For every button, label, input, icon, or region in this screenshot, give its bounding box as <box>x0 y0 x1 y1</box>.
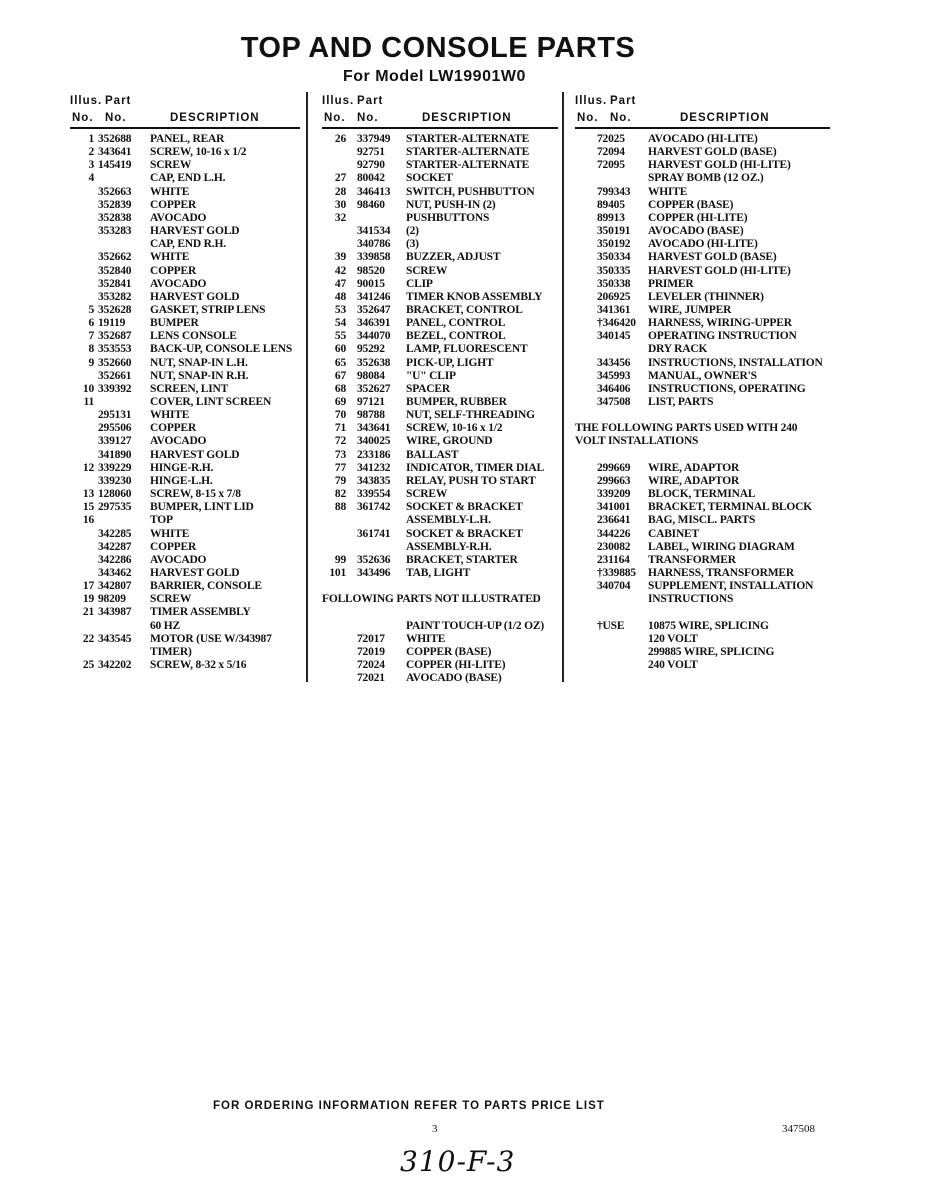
part-description: SCREEN, LINT <box>150 382 229 395</box>
part-number: 339858 <box>357 251 391 264</box>
illus-number: 53 <box>334 303 346 316</box>
illus-number: 3 <box>88 159 94 172</box>
part-description: PANEL, CONTROL <box>406 317 506 330</box>
part-number: 341361 <box>597 303 631 316</box>
part-description: "U" CLIP <box>406 369 456 382</box>
illus-number: 10 <box>82 382 94 395</box>
header-description: DESCRIPTION <box>680 112 770 124</box>
part-description: 240 VOLT <box>648 659 698 671</box>
illus-number: 25 <box>82 659 94 671</box>
part-number: 295506 <box>98 422 132 435</box>
illus-number: 27 <box>334 172 346 185</box>
part-description: LIST, PARTS <box>648 396 714 408</box>
part-description: INSTRUCTIONS <box>648 593 734 606</box>
part-description: ASSEMBLY-L.H. <box>406 514 491 527</box>
part-number: 344226 <box>597 527 631 540</box>
part-description: WIRE, ADAPTOR <box>648 474 740 487</box>
note-text: VOLT INSTALLATIONS <box>575 435 699 448</box>
part-description: COPPER <box>150 540 197 553</box>
part-number: †USE <box>597 619 625 632</box>
illus-number: 4 <box>88 172 94 185</box>
part-description: CLIP <box>406 277 433 290</box>
illus-number: 88 <box>334 501 346 514</box>
part-description: 120 VOLT <box>648 632 698 645</box>
illus-number: 21 <box>82 606 94 619</box>
part-number: 297535 <box>98 501 132 514</box>
part-number: 342287 <box>98 540 132 553</box>
header-description: DESCRIPTION <box>170 112 260 124</box>
illus-number: 16 <box>82 514 94 527</box>
part-number: 98084 <box>357 369 385 382</box>
page-number: 3 <box>432 1123 438 1135</box>
part-number: 350191 <box>597 225 631 238</box>
part-number: 339127 <box>98 435 132 448</box>
part-number: 353282 <box>98 290 132 303</box>
part-description: BEZEL, CONTROL <box>406 330 506 343</box>
illus-number: 101 <box>329 566 346 579</box>
part-description: HARVEST GOLD <box>150 225 240 238</box>
part-number: †339885 <box>597 566 636 579</box>
part-number: 342285 <box>98 527 132 540</box>
part-description: 10875 WIRE, SPLICING <box>648 619 769 632</box>
illus-number: 8 <box>88 343 94 356</box>
part-number: 80042 <box>357 172 385 185</box>
part-description: SUPPLEMENT, INSTALLATION <box>648 580 814 593</box>
part-number: 343987 <box>98 606 132 619</box>
illus-number: 79 <box>334 474 346 487</box>
part-number: 233186 <box>357 448 391 461</box>
illus-number: 2 <box>88 146 94 159</box>
part-number: †346420 <box>597 317 636 330</box>
part-description: WHITE <box>150 251 190 264</box>
part-description: COPPER <box>150 422 197 435</box>
handwritten-annotation: 310-F-3 <box>400 1145 516 1178</box>
part-description: COPPER (BASE) <box>406 645 492 658</box>
illus-number: 60 <box>334 343 346 356</box>
part-number: 89405 <box>597 198 625 211</box>
part-description: COPPER (HI-LITE) <box>406 659 506 671</box>
part-number: 344070 <box>357 330 391 343</box>
part-number: 343641 <box>357 422 391 435</box>
part-number: 343496 <box>357 566 391 579</box>
note-text: FOLLOWING PARTS NOT ILLUSTRATED <box>322 593 541 606</box>
part-description: HARVEST GOLD (BASE) <box>648 146 777 159</box>
part-description: BAG, MISCL. PARTS <box>648 514 756 527</box>
part-description: 299885 WIRE, SPLICING <box>648 645 775 658</box>
part-description: LEVELER (THINNER) <box>648 290 764 303</box>
part-number: 97121 <box>357 396 385 408</box>
part-number: 352636 <box>357 553 391 566</box>
header-illus-no: No. <box>72 112 94 124</box>
part-number: 350334 <box>597 251 631 264</box>
part-number: 352688 <box>98 133 132 145</box>
part-description: SCREW <box>406 488 448 501</box>
part-number: 145419 <box>98 159 132 172</box>
part-description: COPPER (HI-LITE) <box>648 211 748 224</box>
part-description: CAP, END R.H. <box>150 238 226 251</box>
part-number: 299669 <box>597 461 631 474</box>
part-description: PAINT TOUCH-UP (1/2 OZ) <box>406 619 544 632</box>
illus-number: 73 <box>334 448 346 461</box>
part-description: NUT, SNAP-IN R.H. <box>150 369 249 382</box>
illus-number: 11 <box>83 396 94 408</box>
illus-number: 5 <box>88 303 94 316</box>
part-number: 72025 <box>597 133 625 145</box>
part-number: 353283 <box>98 225 132 238</box>
part-number: 341890 <box>98 448 132 461</box>
part-number: 352628 <box>98 303 132 316</box>
part-number: 90015 <box>357 277 385 290</box>
model-subtitle: For Model LW19901W0 <box>343 68 526 85</box>
part-number: 72095 <box>597 159 625 172</box>
part-number: 343835 <box>357 474 391 487</box>
illus-number: 72 <box>334 435 346 448</box>
header-illus: Illus. <box>575 95 608 107</box>
part-number: 339230 <box>98 474 132 487</box>
part-number: 346413 <box>357 185 391 198</box>
part-description: STARTER-ALTERNATE <box>406 159 530 172</box>
part-number: 98209 <box>98 593 126 606</box>
part-description: AVOCADO <box>150 435 207 448</box>
part-number: 92790 <box>357 159 385 172</box>
part-description: COPPER <box>150 198 197 211</box>
illus-number: 30 <box>334 198 346 211</box>
part-description: AVOCADO <box>150 553 207 566</box>
part-description: LABEL, WIRING DIAGRAM <box>648 540 795 553</box>
part-description: TAB, LIGHT <box>406 566 471 579</box>
part-number: 337949 <box>357 133 391 145</box>
header-rule <box>70 127 300 129</box>
part-description: HINGE-R.H. <box>150 461 214 474</box>
part-description: AVOCADO <box>150 277 207 290</box>
part-number: 95292 <box>357 343 385 356</box>
part-description: COPPER <box>150 264 197 277</box>
page-title: TOP AND CONSOLE PARTS <box>240 32 636 64</box>
part-description: 60 HZ <box>150 619 180 632</box>
part-number: 343545 <box>98 632 132 645</box>
part-description: NUT, PUSH-IN (2) <box>406 198 496 211</box>
part-description: COPPER (BASE) <box>648 198 734 211</box>
part-number: 340786 <box>357 238 391 251</box>
part-number: 72019 <box>357 645 385 658</box>
illus-number: 67 <box>334 369 346 382</box>
part-number: 352687 <box>98 330 132 343</box>
header-illus: Illus. <box>322 95 355 107</box>
part-description: (3) <box>406 238 419 251</box>
header-illus-no: No. <box>324 112 346 124</box>
illus-number: 19 <box>82 593 94 606</box>
part-description: SCREW, 8-15 x 7/8 <box>150 488 241 501</box>
illus-number: 99 <box>334 553 346 566</box>
part-description: OPERATING INSTRUCTION <box>648 330 797 343</box>
illus-number: 68 <box>334 382 346 395</box>
part-description: AVOCADO (BASE) <box>648 225 744 238</box>
part-description: BUMPER <box>150 317 199 330</box>
part-number: 352663 <box>98 185 132 198</box>
part-description: WHITE <box>150 527 190 540</box>
note-text: THE FOLLOWING PARTS USED WITH 240 <box>575 422 798 435</box>
part-description: (2) <box>406 225 419 238</box>
part-description: WHITE <box>406 632 446 645</box>
part-description: BRACKET, CONTROL <box>406 303 523 316</box>
header-rule <box>575 127 830 129</box>
part-number: 341001 <box>597 501 631 514</box>
header-part: Part <box>357 95 384 107</box>
part-description: WIRE, GROUND <box>406 435 493 448</box>
part-number: 299663 <box>597 474 631 487</box>
part-number: 206925 <box>597 290 631 303</box>
part-number: 799343 <box>597 185 631 198</box>
illus-number: 65 <box>334 356 346 369</box>
document-number: 347508 <box>782 1123 815 1135</box>
part-description: TIMER ASSEMBLY <box>150 606 251 619</box>
part-description: NUT, SNAP-IN L.H. <box>150 356 248 369</box>
header-illus-no: No. <box>577 112 599 124</box>
illus-number: 70 <box>334 409 346 422</box>
illus-number: 42 <box>334 264 346 277</box>
part-description: WHITE <box>648 185 688 198</box>
header-description: DESCRIPTION <box>422 112 512 124</box>
part-number: 230082 <box>597 540 631 553</box>
illus-number: 7 <box>88 330 94 343</box>
header-rule <box>322 127 558 129</box>
part-description: HARVEST GOLD (HI-LITE) <box>648 264 791 277</box>
part-number: 339392 <box>98 382 132 395</box>
illus-number: 12 <box>82 461 94 474</box>
part-number: 352838 <box>98 211 132 224</box>
part-description: BALLAST <box>406 448 459 461</box>
part-number: 341232 <box>357 461 391 474</box>
part-description: RELAY, PUSH TO START <box>406 474 536 487</box>
header-illus: Illus. <box>70 95 103 107</box>
part-description: HARVEST GOLD <box>150 566 240 579</box>
part-description: SOCKET & BRACKET <box>406 527 523 540</box>
part-number: 346406 <box>597 382 631 395</box>
illus-number: 54 <box>334 317 346 330</box>
part-description: CAP, END L.H. <box>150 172 226 185</box>
part-description: LENS CONSOLE <box>150 330 237 343</box>
part-number: 98520 <box>357 264 385 277</box>
part-number: 72017 <box>357 632 385 645</box>
illus-number: 9 <box>88 356 94 369</box>
part-number: 352627 <box>357 382 391 395</box>
part-description: HARNESS, TRANSFORMER <box>648 566 794 579</box>
illus-number: 26 <box>334 133 346 145</box>
part-number: 340704 <box>597 580 631 593</box>
part-description: SCREW <box>150 593 192 606</box>
header-part-no: No. <box>610 112 632 124</box>
part-number: 361741 <box>357 527 391 540</box>
part-description: SCREW, 10-16 x 1/2 <box>150 146 247 159</box>
part-description: HARVEST GOLD <box>150 448 240 461</box>
part-description: BUZZER, ADJUST <box>406 251 501 264</box>
illus-number: 15 <box>82 501 94 514</box>
part-description: AVOCADO (HI-LITE) <box>648 133 758 145</box>
part-description: AVOCADO <box>150 211 207 224</box>
illus-number: 69 <box>334 396 346 408</box>
illus-number: 1 <box>88 133 94 145</box>
part-number: 339209 <box>597 488 631 501</box>
part-description: INSTRUCTIONS, INSTALLATION <box>648 356 823 369</box>
part-number: 350335 <box>597 264 631 277</box>
header-part: Part <box>610 95 637 107</box>
part-description: PICK-UP, LIGHT <box>406 356 494 369</box>
part-number: 352662 <box>98 251 132 264</box>
part-number: 340145 <box>597 330 631 343</box>
part-number: 72024 <box>357 659 385 671</box>
part-description: HARVEST GOLD (BASE) <box>648 251 777 264</box>
part-description: AVOCADO (BASE) <box>406 672 502 685</box>
part-description: STARTER-ALTERNATE <box>406 146 530 159</box>
part-description: SOCKET <box>406 172 453 185</box>
column-divider <box>306 92 308 682</box>
part-description: GASKET, STRIP LENS <box>150 303 266 316</box>
part-description: PANEL, REAR <box>150 133 225 145</box>
part-number: 343641 <box>98 146 132 159</box>
illus-number: 32 <box>334 211 346 224</box>
part-number: 295131 <box>98 409 132 422</box>
column-divider <box>562 92 564 682</box>
part-number: 98460 <box>357 198 385 211</box>
part-description: BARRIER, CONSOLE <box>150 580 262 593</box>
part-description: TOP <box>150 514 173 527</box>
part-description: TRANSFORMER <box>648 553 736 566</box>
part-number: 352839 <box>98 198 132 211</box>
illus-number: 17 <box>82 580 94 593</box>
part-description: TIMER) <box>150 645 192 658</box>
illus-number: 6 <box>88 317 94 330</box>
part-description: BRACKET, TERMINAL BLOCK <box>648 501 812 514</box>
header-part-no: No. <box>357 112 379 124</box>
illus-number: 47 <box>334 277 346 290</box>
part-number: 352841 <box>98 277 132 290</box>
part-number: 236641 <box>597 514 631 527</box>
illus-number: 28 <box>334 185 346 198</box>
part-number: 339554 <box>357 488 391 501</box>
part-description: HARVEST GOLD (HI-LITE) <box>648 159 791 172</box>
part-description: WHITE <box>150 409 190 422</box>
header-part-no: No. <box>105 112 127 124</box>
part-description: TIMER KNOB ASSEMBLY <box>406 290 543 303</box>
part-number: 352647 <box>357 303 391 316</box>
part-number: 128060 <box>98 488 132 501</box>
part-description: INDICATOR, TIMER DIAL <box>406 461 544 474</box>
part-description: WHITE <box>150 185 190 198</box>
part-description: NUT, SELF-THREADING <box>406 409 535 422</box>
part-number: 72094 <box>597 146 625 159</box>
part-description: SPACER <box>406 382 450 395</box>
illus-number: 48 <box>334 290 346 303</box>
part-number: 341534 <box>357 225 391 238</box>
part-number: 89913 <box>597 211 625 224</box>
part-description: MOTOR (USE W/343987 <box>150 632 272 645</box>
part-description: MANUAL, OWNER'S <box>648 369 757 382</box>
part-number: 341246 <box>357 290 391 303</box>
part-description: PRIMER <box>648 277 694 290</box>
part-number: 345993 <box>597 369 631 382</box>
part-description: WIRE, ADAPTOR <box>648 461 740 474</box>
illus-number: 39 <box>334 251 346 264</box>
part-number: 19119 <box>98 317 126 330</box>
part-description: SOCKET & BRACKET <box>406 501 523 514</box>
part-number: 342286 <box>98 553 132 566</box>
illus-number: 71 <box>334 422 346 435</box>
illus-number: 13 <box>82 488 94 501</box>
part-number: 350338 <box>597 277 631 290</box>
part-description: BUMPER, RUBBER <box>406 396 507 408</box>
part-number: 352661 <box>98 369 132 382</box>
part-description: COVER, LINT SCREEN <box>150 396 272 408</box>
part-number: 343456 <box>597 356 631 369</box>
part-number: 347508 <box>597 396 631 408</box>
part-description: ASSEMBLY-R.H. <box>406 540 492 553</box>
header-part: Part <box>105 95 132 107</box>
part-number: 361742 <box>357 501 391 514</box>
part-number: 98788 <box>357 409 385 422</box>
part-number: 340025 <box>357 435 391 448</box>
illus-number: 55 <box>334 330 346 343</box>
part-number: 342807 <box>98 580 132 593</box>
part-number: 353553 <box>98 343 132 356</box>
part-number: 343462 <box>98 566 132 579</box>
part-description: SCREW, 8-32 x 5/16 <box>150 659 247 671</box>
illus-number: 22 <box>82 632 94 645</box>
part-description: HINGE-L.H. <box>150 474 213 487</box>
part-number: 92751 <box>357 146 385 159</box>
part-number: 339229 <box>98 461 132 474</box>
part-description: SCREW, 10-16 x 1/2 <box>406 422 503 435</box>
part-description: HARVEST GOLD <box>150 290 240 303</box>
part-description: BACK-UP, CONSOLE LENS <box>150 343 293 356</box>
part-description: AVOCADO (HI-LITE) <box>648 238 758 251</box>
part-description: SPRAY BOMB (12 OZ.) <box>648 172 764 185</box>
part-description: INSTRUCTIONS, OPERATING <box>648 382 806 395</box>
part-number: 350192 <box>597 238 631 251</box>
illus-number: 82 <box>334 488 346 501</box>
part-description: DRY RACK <box>648 343 708 356</box>
part-number: 352638 <box>357 356 391 369</box>
part-description: BLOCK, TERMINAL <box>648 488 756 501</box>
part-description: SWITCH, PUSHBUTTON <box>406 185 535 198</box>
part-number: 346391 <box>357 317 391 330</box>
part-description: WIRE, JUMPER <box>648 303 732 316</box>
part-description: HARNESS, WIRING-UPPER <box>648 317 792 330</box>
part-number: 352660 <box>98 356 132 369</box>
part-number: 72021 <box>357 672 385 685</box>
part-description: BUMPER, LINT LID <box>150 501 254 514</box>
part-number: 352840 <box>98 264 132 277</box>
illus-number: 77 <box>334 461 346 474</box>
part-description: STARTER-ALTERNATE <box>406 133 530 145</box>
part-number: 342202 <box>98 659 132 671</box>
part-description: SCREW <box>406 264 448 277</box>
part-description: BRACKET, STARTER <box>406 553 518 566</box>
ordering-note: FOR ORDERING INFORMATION REFER TO PARTS PRICE LIST <box>213 1100 605 1112</box>
part-description: SCREW <box>150 159 192 172</box>
part-description: CABINET <box>648 527 700 540</box>
part-description: PUSHBUTTONS <box>406 211 490 224</box>
part-description: LAMP, FLUORESCENT <box>406 343 528 356</box>
part-number: 231164 <box>597 553 630 566</box>
